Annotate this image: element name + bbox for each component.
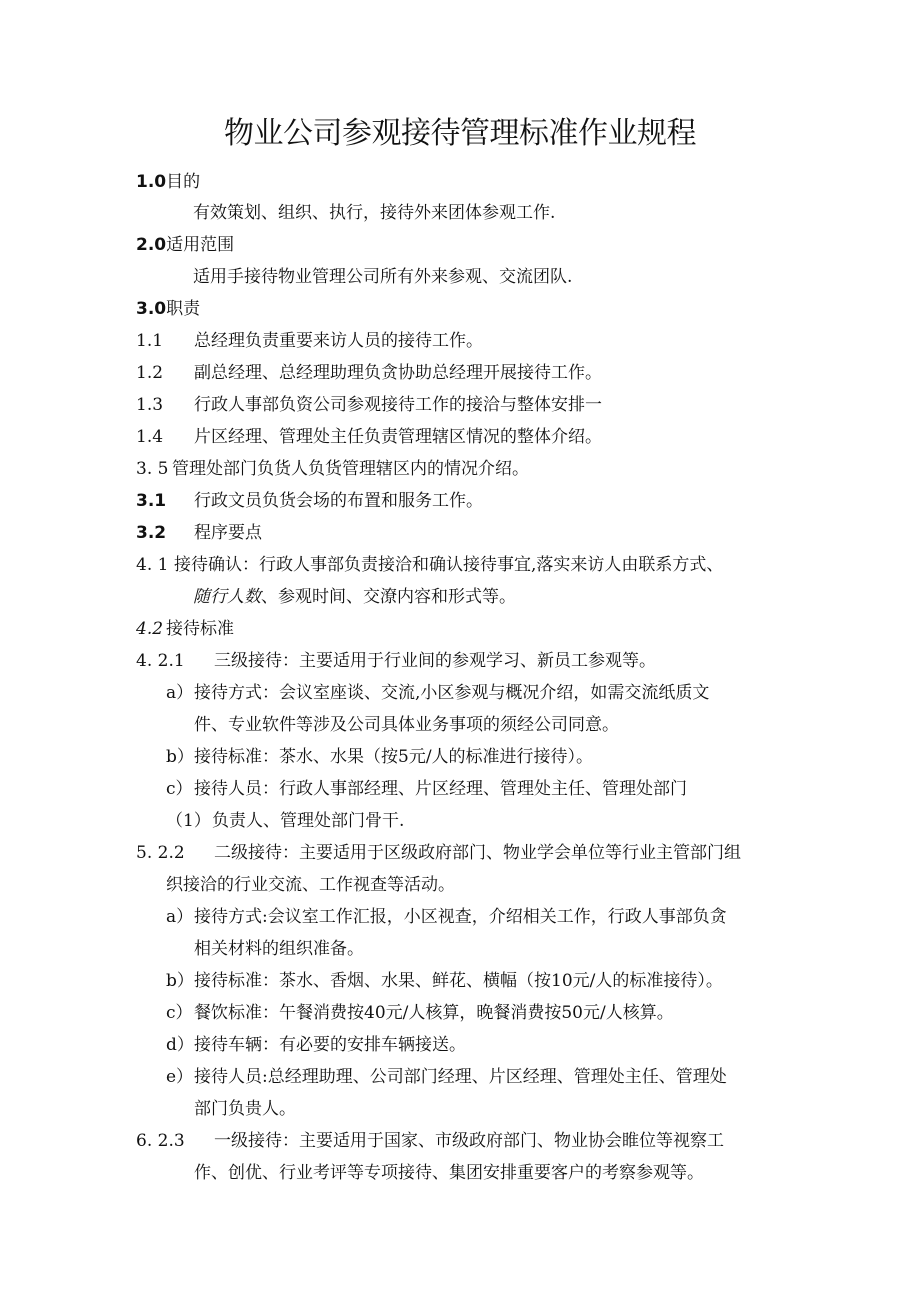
item-number: 4. 2.1 [136,651,185,671]
item-text: 接待人员:总经理助理、公司部门经理、片区经理、管理处主任、管理处 [194,1067,727,1087]
sub-item [166,777,687,801]
item-text: 餐饮标准：午餐消费按40元/人核算，晚餐消费按50元/人核算。 [194,1003,674,1023]
item-number: b） [166,971,194,991]
sub-item [166,1033,466,1057]
paragraph-line [194,937,364,961]
item-text: 二级接待：主要适用于区级政府部门、物业学会单位等行业主管部门组 [214,843,741,863]
paragraph-text: 有效策划、组织、执行，接待外来团体参观工作. [193,203,556,223]
sub-item [166,969,723,993]
paragraph-line [166,873,455,897]
list-item [136,425,602,449]
list-item [136,841,741,865]
paragraph-text: 部门负贵人。 [194,1099,296,1119]
list-item [136,649,656,673]
item-text: 接待标准：茶水、香烟、水果、鲜花、横幅（按10元/人的标准接待）。 [194,971,723,991]
section-heading-procedure [136,521,262,545]
paragraph-line [194,1097,296,1121]
paragraph-line [193,265,572,289]
section-title: 程序要点 [194,523,262,543]
paragraph-line [193,201,555,225]
item-number: 5. 2.2 [136,843,185,863]
section-title: 适用范围 [166,235,235,255]
item-text: 接待方式:会议室工作汇报，小区视查，介绍相关工作，行政人事部负贪 [194,907,727,927]
paragraph-text: 、参观时间、交潦内容和形式等。 [261,587,516,607]
paragraph-line [193,585,516,609]
document-title: 物业公司参观接待管理标准作业规程 [224,116,696,151]
section-number: 3.2 [136,523,167,543]
paragraph-text: 作、创优、行业考评等专项接待、集团安排重要客户的考察参观等。 [194,1163,704,1183]
item-number: a） [166,907,194,927]
sub-item [166,809,404,833]
list-item [136,553,723,577]
item-number: b） [166,747,194,767]
section-title: 职责 [166,299,201,319]
sub-item [166,745,593,769]
list-item [136,361,602,385]
item-text: 行政人事部负资公司参观接待工作的接洽与整体安排一 [194,395,602,415]
section-title: 目的 [166,172,201,192]
item-text: 副总经理、总经理助理负贪协助总经理开展接待工作。 [194,363,602,383]
item-text: 接待标准：茶水、水果（按5元/人的标准进行接待）。 [194,747,594,767]
paragraph-text: 织接洽的行业交流、工作视查等活动。 [166,875,455,895]
item-number: c） [166,779,193,799]
section-heading-purpose [136,170,200,194]
item-text: 一级接待：主要适用于国家、市级政府部门、物业协会睢位等视察工 [214,1131,724,1151]
sub-item [166,905,727,929]
sub-item [166,681,709,705]
list-item [136,329,483,353]
section-heading-scope [136,233,234,257]
item-number: d） [166,1035,194,1055]
item-number: （1） [166,811,211,831]
item-text: 片区经理、管理处主任负责管理辖区情况的整体介绍。 [194,427,602,447]
item-text: 接待标准 [166,619,234,639]
item-text: 负责人、管理处部门骨干. [212,811,405,831]
paragraph-text: 件、专业软件等涉及公司具体业务事项的须经公司同意。 [194,715,619,735]
item-number: c） [166,1003,193,1023]
item-number: 4.2 [136,619,164,639]
sub-item [166,1001,674,1025]
list-item [136,1129,724,1153]
item-number: 1.2 [136,363,164,383]
item-number: 1.1 [136,331,164,351]
item-text: 总经理负责重要来访人员的接待工作。 [194,331,483,351]
list-item [136,489,483,513]
item-text: 接待确认：行政人事部负责接洽和确认接待事宜,落实来访人由联系方式、 [174,555,724,575]
section-number: 1.0 [136,172,167,192]
item-text: 接待车辆：有必要的安排车辆接送。 [194,1035,466,1055]
item-number: 6. 2.3 [136,1131,185,1151]
paragraph-line [194,713,619,737]
item-number: 3. 5 [136,459,169,479]
paragraph-line [194,1161,704,1185]
item-number: e） [166,1067,194,1087]
item-text: 行政文员负货会场的布置和服务工作。 [194,491,483,511]
item-text: 接待人员：行政人事部经理、片区经理、管理处主任、管理处部门 [194,779,687,799]
section-number: 2.0 [136,235,167,255]
italic-text: 随行人数 [193,587,261,607]
list-item [136,457,529,481]
item-number: a） [166,683,194,703]
sub-item [166,1065,727,1089]
section-heading-duties [136,297,200,321]
item-number: 3.1 [136,491,167,511]
item-number: 4. 1 [136,555,169,575]
item-text: 管理处部门负货人负货管理辖区内的情况介绍。 [172,459,529,479]
item-text: 接待方式：会议室座谈、交流,小区参观与概况介绍，如需交流纸质文 [194,683,710,703]
list-item [136,617,234,641]
item-number: 1.4 [136,427,164,447]
item-text: 三级接待：主要适用于行业间的参观学习、新员工参观等。 [214,651,656,671]
section-number: 3.0 [136,299,167,319]
list-item [136,393,602,417]
item-number: 1.3 [136,395,164,415]
paragraph-text: 适用手接待物业管理公司所有外来参观、交流团队. [193,267,573,287]
paragraph-text: 相关材料的组织准备。 [194,939,364,959]
